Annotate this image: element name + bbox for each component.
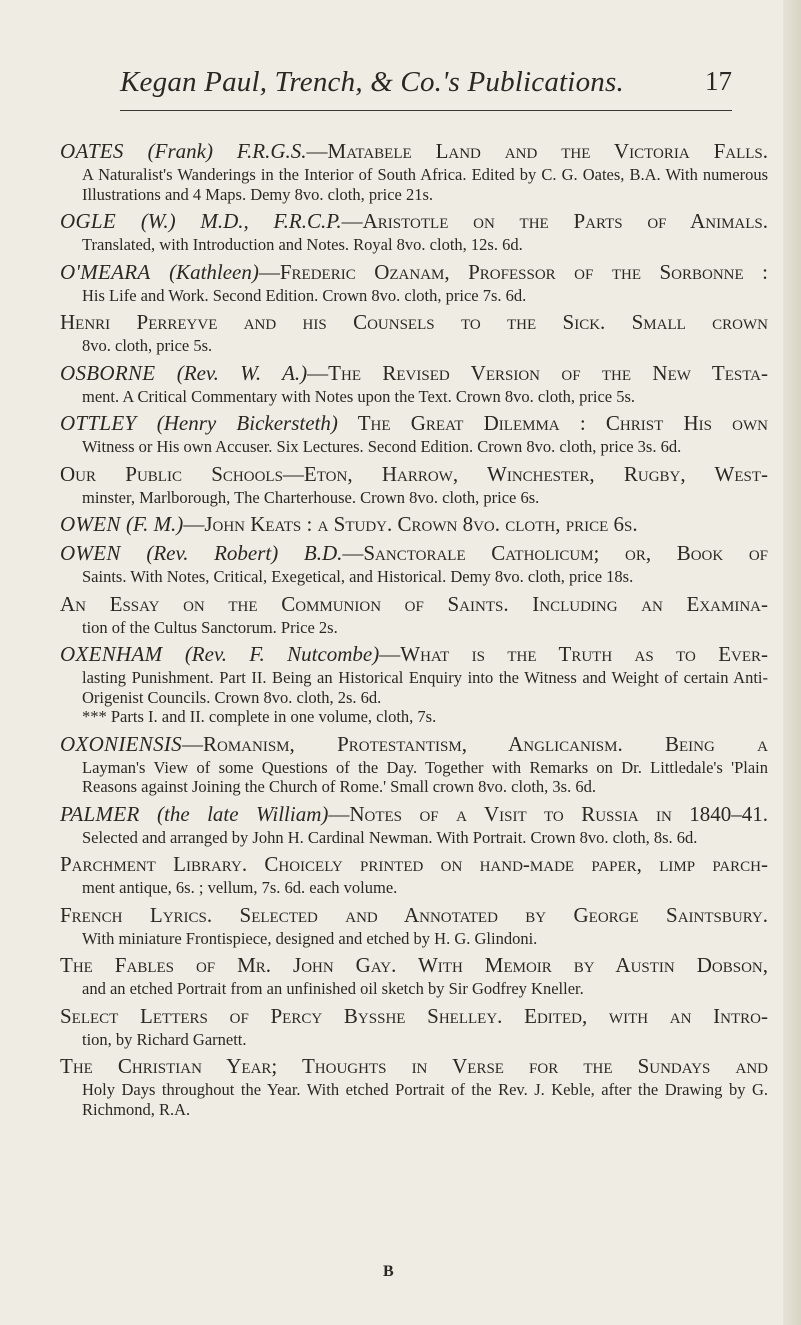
entry-honors: F.R.G.S. <box>236 139 307 163</box>
entry-title: Our Public Schools—Eton, Harrow, Winchester, Rugby, West- <box>60 461 768 486</box>
page-edge <box>783 0 801 1325</box>
entry-detail: Selected and arranged by John H. Cardinal Newman. With Portrait. Crown 8vo. cloth, 8s. 6d. <box>82 827 698 847</box>
catalogue-listing <box>60 140 768 1125</box>
catalogue-entry <box>60 513 768 536</box>
entry-title: —Frederic Ozanam, Professor of the Sorbonne : <box>258 259 769 284</box>
running-header <box>120 66 732 111</box>
entry-title: —Aristotle on the Parts of Animals. <box>341 209 769 233</box>
entry-title: —Matabele Land and the Victoria Falls. <box>306 139 768 163</box>
entry-detail: Holy Days throughout the Year. With etched Portrait of the Rev. J. Keble, after the Drawing by G. Richmond, R.A. <box>82 1080 768 1119</box>
entry-title: The Christian Year; Thoughts in Verse for the Sundays and <box>60 1054 768 1078</box>
entry-given-name: (Frank) <box>147 139 213 163</box>
entry-detail: Translated, with Introduction and Notes. Royal 8vo. cloth, 12s. 6d. <box>82 235 523 254</box>
entry-title: An Essay on the Communion of Saints. Including an Examina- <box>60 591 768 616</box>
catalogue-entry <box>60 643 768 727</box>
entry-title: Select Letters of Percy Bysshe Shelley. Edited, with an Intro- <box>60 1003 768 1028</box>
header-title: Kegan Paul, Trench, & Co.'s Publications. <box>120 66 624 98</box>
entry-detail: lasting Punishment. Part II. Being an Historical Enquiry into the Witness and Weight of certain Anti-Origenist Councils. Crown 8vo. cloth, 2s. 6d. <box>82 668 768 707</box>
catalogue-entry <box>60 853 768 898</box>
catalogue-entry <box>60 261 768 306</box>
entry-author: OGLE <box>60 209 117 233</box>
entry-title: —Notes of a Visit to Russia in 1840–41. <box>328 801 768 826</box>
entry-author: OXONIENSIS <box>60 731 182 756</box>
catalogue-entry <box>60 593 768 638</box>
entry-honors: B.D. <box>303 541 343 565</box>
entry-note: *** Parts I. and II. complete in one volume, cloth, 7s. <box>82 707 437 726</box>
catalogue-entry <box>60 311 768 356</box>
entry-author: PALMER <box>60 801 140 826</box>
entry-detail: tion, by Richard Garnett. <box>82 1029 247 1049</box>
entry-author: OATES <box>60 139 124 163</box>
entry-given-name: (Rev. F. Nutcombe) <box>184 642 380 666</box>
entry-title: French Lyrics. Selected and Annotated by George Saintsbury. <box>60 902 768 927</box>
catalogue-entry <box>60 463 768 508</box>
entry-title: —Romanism, Protestantism, Anglicanism. Being a <box>182 731 768 756</box>
catalogue-entry <box>60 412 768 457</box>
catalogue-entry <box>60 542 768 587</box>
entry-detail: tion of the Cultus Sanctorum. Price 2s. <box>82 617 338 637</box>
entry-title: —What is the Truth as to Ever- <box>379 642 769 666</box>
entry-given-name: (Henry Bickersteth) <box>156 411 338 435</box>
entry-given-name: (F. M.) <box>125 512 184 536</box>
catalogue-entry <box>60 362 768 407</box>
entry-detail: A Naturalist's Wanderings in the Interior of South Africa. Edited by C. G. Oates, B.A. With numerous Illustrations and 4 Maps. Demy 8vo. cloth, price 21s. <box>82 165 768 204</box>
entry-detail: ment antique, 6s. ; vellum, 7s. 6d. each volume. <box>82 878 398 897</box>
entry-title: The Great Dilemma : Christ His own <box>337 411 768 435</box>
page-number: 17 <box>705 66 732 96</box>
entry-detail: ment. A Critical Commentary with Notes upon the Text. Crown 8vo. cloth, price 5s. <box>82 386 636 406</box>
catalogue-entry <box>60 1005 768 1050</box>
entry-title: Parchment Library. Choicely printed on hand-made paper, limp parch- <box>60 852 768 876</box>
entry-given-name: (W.) <box>140 209 176 233</box>
entry-author: OXENHAM <box>60 642 163 666</box>
entry-given-name: (the late William) <box>157 801 329 826</box>
entry-title: The Fables of Mr. John Gay. With Memoir by Austin Dobson, <box>60 953 768 977</box>
entry-title: Henri Perreyve and his Counsels to the Sick. Small crown <box>60 310 768 334</box>
signature-mark: B <box>383 1263 394 1280</box>
entry-detail: Layman's View of some Questions of the Day. Together with Remarks on Dr. Littledale's 'Plain Reasons against Joining the Church of Rome.' Small crown 8vo. cloth, 3s. 6d. <box>82 757 768 796</box>
catalogue-entry <box>60 210 768 255</box>
entry-detail: minster, Marlborough, The Charterhouse. Crown 8vo. cloth, price 6s. <box>82 487 540 507</box>
catalogue-entry <box>60 904 768 949</box>
entry-detail: Saints. With Notes, Critical, Exegetical, and Historical. Demy 8vo. cloth, price 18s. <box>82 567 634 586</box>
catalogue-entry <box>60 1055 768 1119</box>
entry-given-name: (Kathleen) <box>169 259 259 284</box>
entry-author: OWEN <box>60 541 121 565</box>
entry-given-name: (Rev. W. A.) <box>176 360 308 385</box>
entry-detail: His Life and Work. Second Edition. Crown 8vo. cloth, price 7s. 6d. <box>82 285 527 305</box>
entry-detail: and an etched Portrait from an unfinished oil sketch by Sir Godfrey Kneller. <box>82 979 584 998</box>
entry-given-name: (Rev. Robert) <box>146 541 279 565</box>
entry-author: OWEN <box>60 512 121 536</box>
entry-author: OTTLEY <box>60 411 137 435</box>
entry-honors: M.D., F.R.C.P. <box>200 209 342 233</box>
catalogue-entry <box>60 803 768 848</box>
catalogue-entry <box>60 140 768 204</box>
entry-detail: Witness or His own Accuser. Six Lectures. Second Edition. Crown 8vo. cloth, price 3s. 6d. <box>82 437 682 456</box>
entry-author: O'MEARA <box>60 259 151 284</box>
entry-detail: With miniature Frontispiece, designed and etched by H. G. Glindoni. <box>82 928 538 948</box>
entry-detail: 8vo. cloth, price 5s. <box>82 336 213 355</box>
entry-title: —John Keats : a Study. Crown 8vo. cloth, price 6s. <box>183 512 638 536</box>
entry-author: OSBORNE <box>60 360 156 385</box>
entry-title: —Sanctorale Catholicum; or, Book of <box>342 541 769 565</box>
entry-title: —The Revised Version of the New Testa- <box>307 360 768 385</box>
catalogue-entry <box>60 954 768 999</box>
catalogue-entry <box>60 733 768 797</box>
